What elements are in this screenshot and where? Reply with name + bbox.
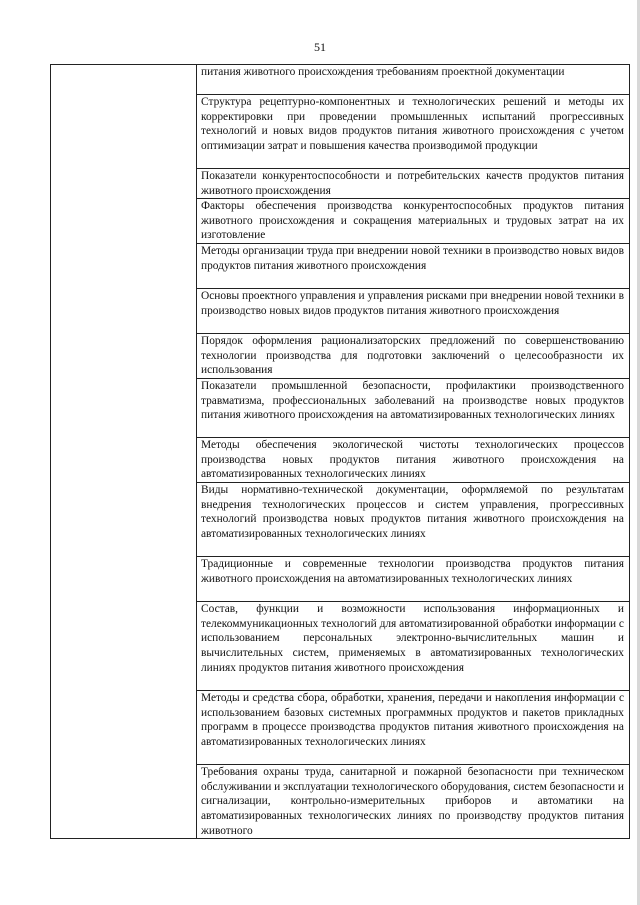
table-cell: Факторы обеспечения производства конкурентоспособных продуктов питания животного происхождения и сокращения материальных и трудовых затрат на их изготовление — [197, 199, 630, 244]
table-cell: питания животного происхождения требованиям проектной документации — [197, 65, 630, 95]
table-cell: Порядок оформления рационализаторских предложений по совершенствованию технологии производства для подготовки заключений о целесообразности их использования — [197, 334, 630, 379]
table-cell: Структура рецептурно-компонентных и технологических решений и методы их корректировки при проведении промышленных испытаний прогрессивных технологий и новых видов продуктов питания животного происхождения с учетом оптимизации затрат и повышения качества производимой продукции — [197, 95, 630, 169]
table-cell: Методы организации труда при внедрении новой техники в производство новых видов продуктов питания животного происхождения — [197, 244, 630, 289]
table-cell: Показатели конкурентоспособности и потребительских качеств продуктов питания животного происхождения — [197, 169, 630, 199]
knowledge-table — [50, 64, 630, 839]
table-cell: Состав, функции и возможности использования информационных и телекоммуникационных технологий для автоматизированной обработки информации с использованием персональных электронно-вычислительных машин и вычислительных систем, применяемых в автоматизированных технологических линиях продуктов питания животного происхождения — [197, 602, 630, 691]
table-cell: Виды нормативно-технической документации, оформляемой по результатам внедрения технологических процессов и систем управления, прогрессивных технологий производства новых продуктов питания животного происхождения на автоматизированных технологических линиях — [197, 483, 630, 557]
table-cell: Показатели промышленной безопасности, профилактики производственного травматизма, профессиональных заболеваний на производстве новых продуктов питания животного происхождения на автоматизированных технологических линиях — [197, 379, 630, 438]
label-column-cell — [51, 65, 197, 839]
table-row — [51, 65, 630, 95]
table-cell: Требования охраны труда, санитарной и пожарной безопасности при техническом обслуживании и эксплуатации технологического оборудования, систем безопасности и сигнализации, контрольно-измерительных приборов и автоматики на автоматизированных технологических линиях по производству продуктов питания животного — [197, 765, 630, 839]
page-number: 51 — [314, 40, 326, 54]
table-cell: Методы обеспечения экологической чистоты технологических процессов производства новых продуктов питания животного происхождения на автоматизированных технологических линиях — [197, 438, 630, 483]
table-cell: Методы и средства сбора, обработки, хранения, передачи и накопления информации с использованием базовых системных программных продуктов и пакетов прикладных программ в процессе производства продуктов питания животного происхождения на автоматизированных технологических линиях — [197, 691, 630, 765]
table-cell: Основы проектного управления и управления рисками при внедрении новой техники в производство новых видов продуктов питания животного происхождения — [197, 289, 630, 334]
table-cell: Традиционные и современные технологии производства продуктов питания животного происхождения на автоматизированных технологических линиях — [197, 557, 630, 602]
